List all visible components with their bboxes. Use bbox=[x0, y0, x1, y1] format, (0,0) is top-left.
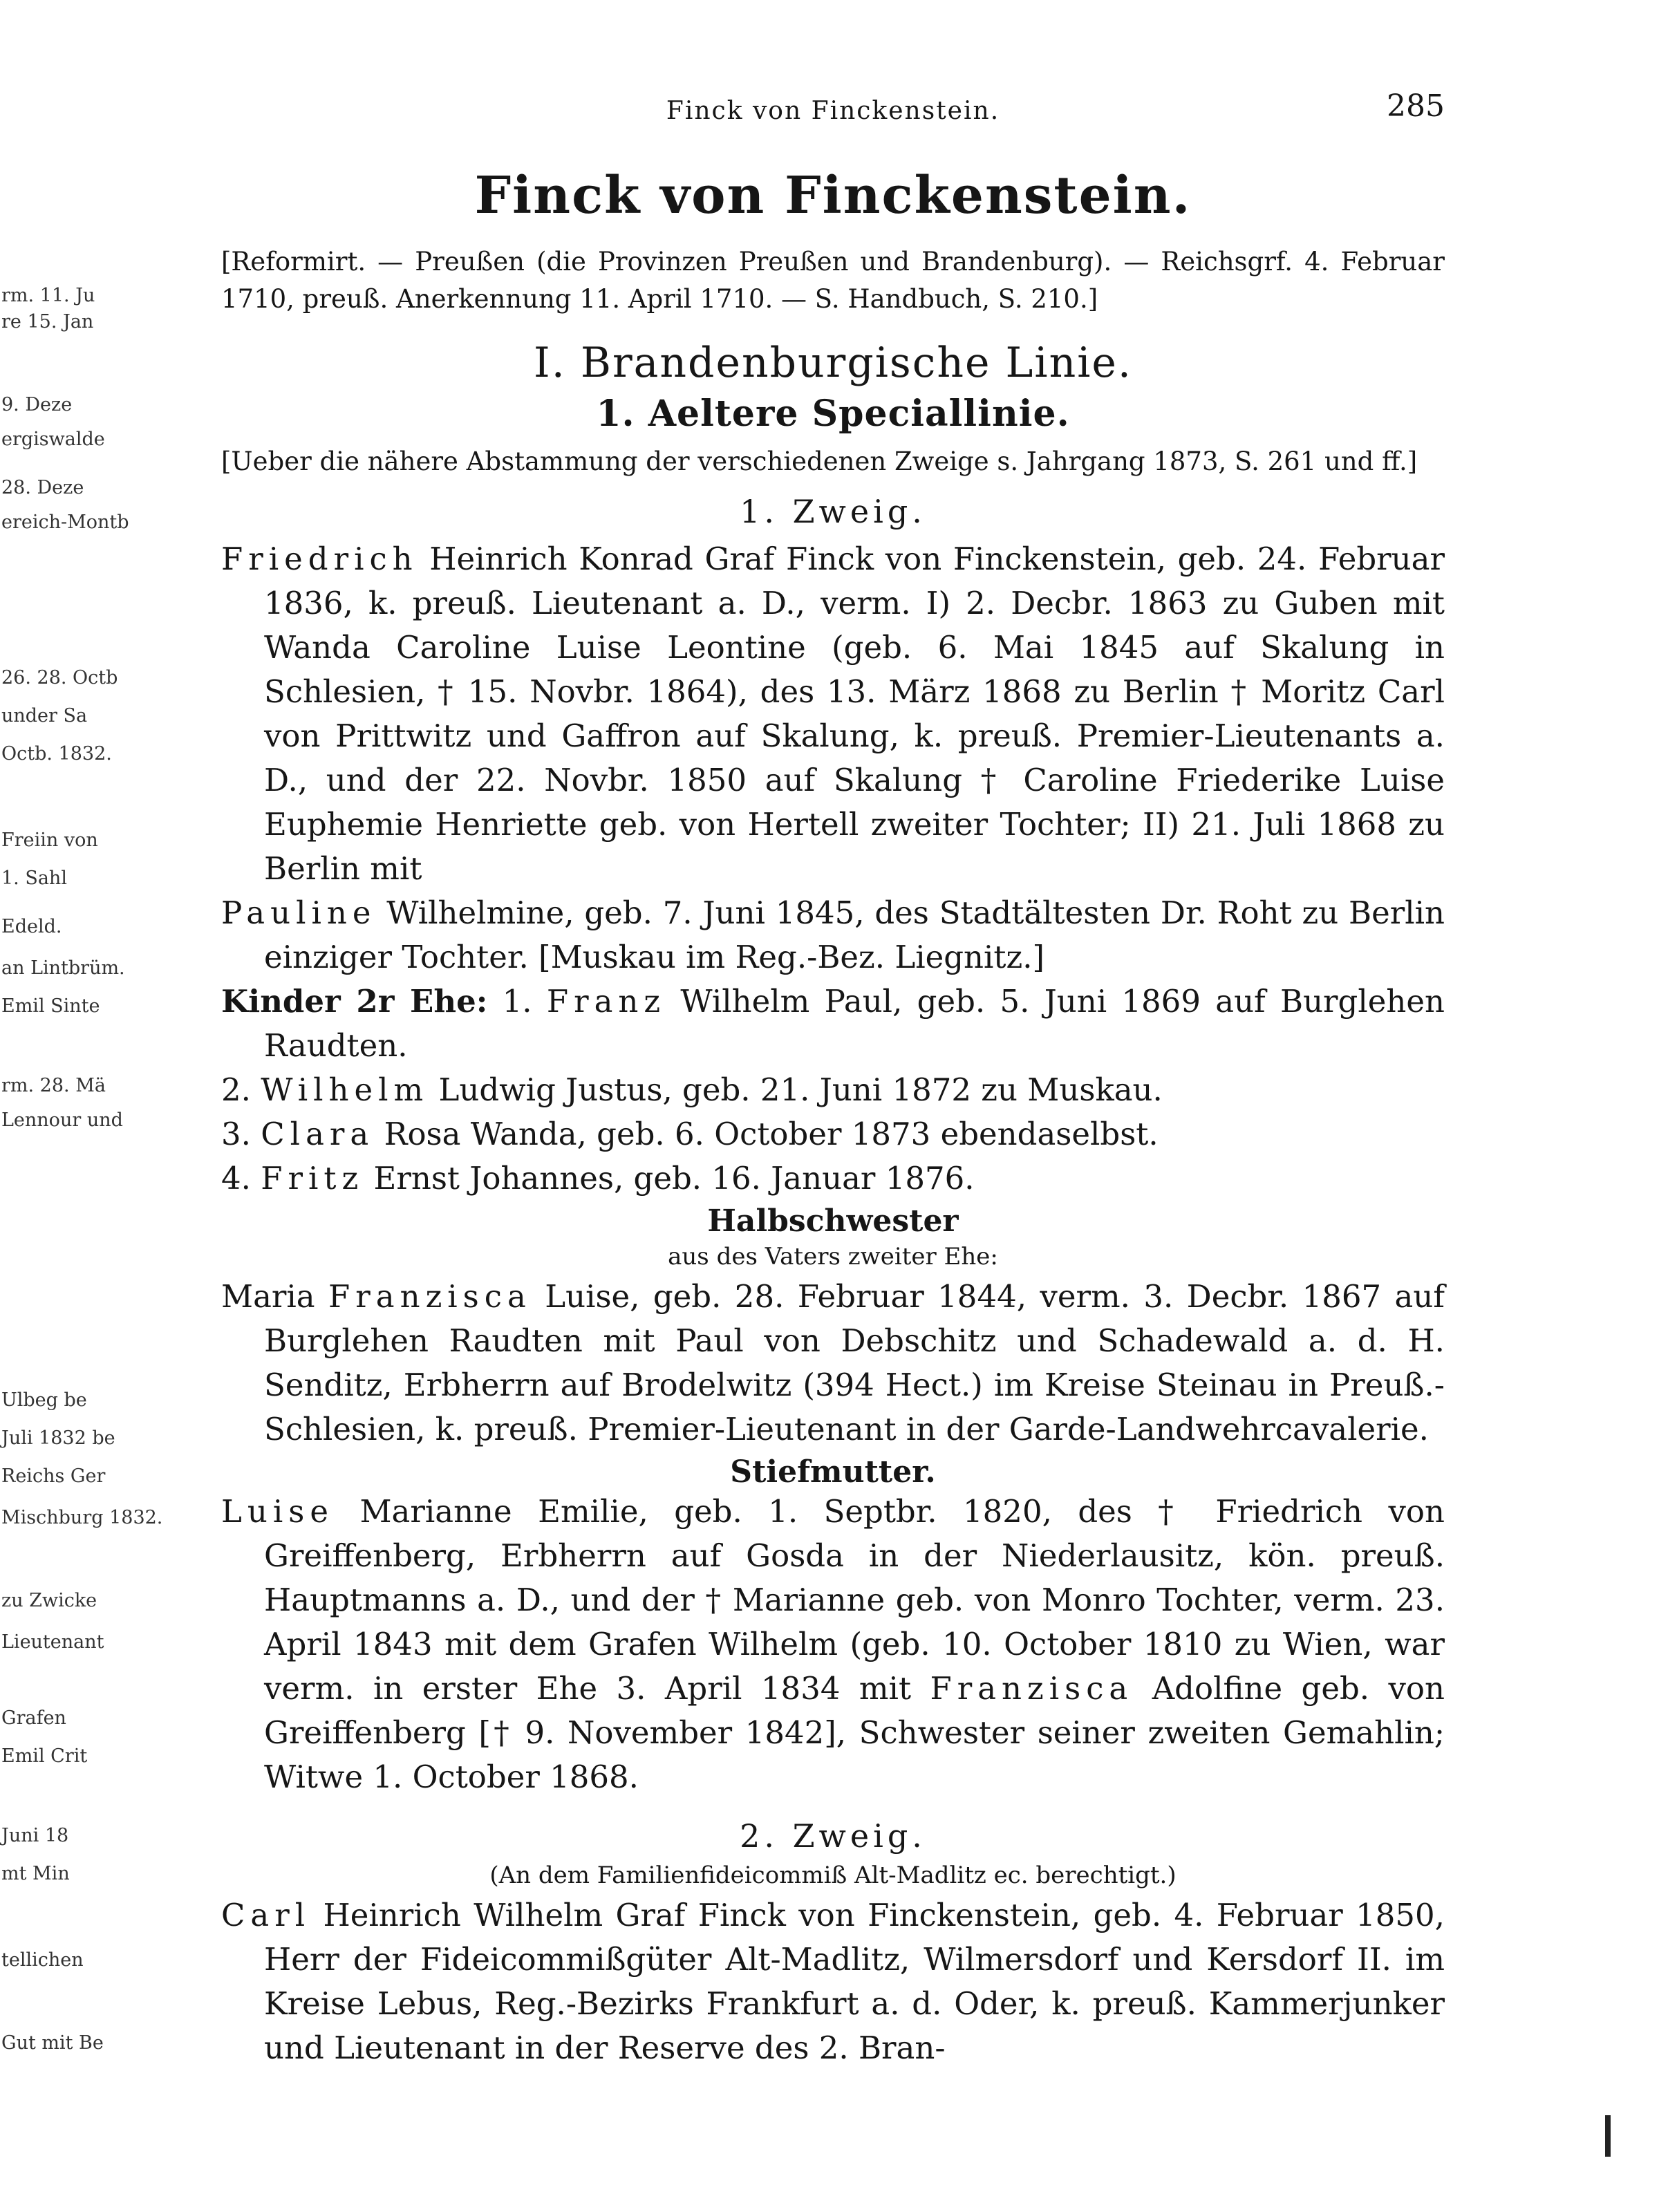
child-text: Ernst Johannes, geb. 16. Januar 1876. bbox=[373, 1160, 975, 1197]
stepmother-text-b: Adolfine geb. von Greiffenberg [† 9. November 1842], Schwester seiner zweiten Gemahlin; Witwe 1. October 1868. bbox=[264, 1670, 1445, 1795]
margin-fragment: zu Zwicke bbox=[1, 1590, 97, 1611]
left-margin-bleed bbox=[0, 0, 163, 2212]
margin-fragment: Juni 18 bbox=[1, 1825, 69, 1846]
margin-fragment: 28. Deze bbox=[1, 477, 84, 498]
half-sister-name: Franzisca bbox=[328, 1278, 532, 1315]
child-num: 2. bbox=[221, 1071, 251, 1108]
child-text: Rosa Wanda, geb. 6. October 1873 ebendaselbst. bbox=[384, 1116, 1159, 1152]
margin-fragment: Emil Crit bbox=[1, 1745, 88, 1767]
entry-head-zweig-1 bbox=[221, 537, 1445, 891]
zweig-2-heading: 2. Zweig. bbox=[740, 1817, 926, 1855]
child-name: Wilhelm bbox=[261, 1071, 429, 1108]
head-text: Heinrich Wilhelm Graf Finck von Finckenstein, geb. 4. Februar 1850, Herr der Fideicommißgüter Alt-Madlitz, Wilmersdorf und Kersdorf II. im Kreise Lebus, Reg.-Bezirks Frankfurt a. d. Oder, k. preuß. Kammerjunker und Lieutenant in der Reserve des 2. Bran- bbox=[264, 1897, 1445, 2066]
page-title: Finck von Finckenstein. bbox=[474, 166, 1192, 225]
margin-fragment: Gut mit Be bbox=[1, 2032, 104, 2054]
child-text: Ludwig Justus, geb. 21. Juni 1872 zu Muskau. bbox=[438, 1071, 1163, 1108]
entry-half-sister bbox=[221, 1275, 1445, 1452]
margin-fragment: 26. 28. Octb bbox=[1, 667, 118, 688]
half-sister-subheading: aus des Vaters zweiter Ehe: bbox=[668, 1243, 998, 1271]
child-num: 4. bbox=[221, 1160, 251, 1197]
children-label: Kinder 2r Ehe: bbox=[221, 983, 488, 1020]
margin-fragment: Ulbeg be bbox=[1, 1389, 87, 1411]
margin-fragment: tellichen bbox=[1, 1949, 84, 1971]
margin-fragment: rm. 28. Mä bbox=[1, 1075, 106, 1096]
margin-fragment: mt Min bbox=[1, 1863, 70, 1884]
margin-fragment: under Sa bbox=[1, 705, 88, 727]
running-title: Finck von Finckenstein. bbox=[666, 97, 1000, 125]
margin-fragment: ereich-Montb bbox=[1, 512, 129, 533]
stepmother-text-a: Marianne Emilie, geb. 1. Septbr. 1820, des † Friedrich von Greiffenberg, Erbherrn auf Gosda in der Niederlausitz, kön. preuß. Hauptmanns a. D., und der † Marianne geb. von Monro Tochter, verm. 23. April 1843 mit dem Grafen Wilhelm (geb. 10. October 1810 zu Wien, war verm. in erster Ehe 3. April 1834 mit bbox=[264, 1493, 1445, 1707]
entry-child-4 bbox=[221, 1156, 1445, 1201]
zweig-2-note: (An dem Familienfideicommiß Alt-Madlitz ec. berechtigt.) bbox=[489, 1862, 1177, 1889]
margin-fragment: Freiin von bbox=[1, 830, 98, 851]
margin-fragment: an Lintbrüm. bbox=[1, 957, 125, 979]
running-head bbox=[221, 83, 1445, 138]
half-sister-first: Maria bbox=[221, 1278, 315, 1315]
margin-fragment: 9. Deze bbox=[1, 394, 73, 415]
margin-fragment: Octb. 1832. bbox=[1, 743, 112, 765]
child-num: 1. bbox=[502, 983, 532, 1020]
entry-wife bbox=[221, 891, 1445, 980]
wife-name: Pauline bbox=[221, 894, 377, 931]
margin-fragment: Juli 1832 be bbox=[1, 1427, 115, 1449]
intro-note: [Reformirt. — Preußen (die Provinzen Preußen und Brandenburg). — Reichsgrf. 4. Februar 1710, preuß. Anerkennung 11. April 1710. — S. Handbuch, S. 210.] bbox=[221, 247, 1445, 314]
margin-fragment: Emil Sinte bbox=[1, 995, 100, 1017]
entry-child-2 bbox=[221, 1068, 1445, 1112]
child-name: Fritz bbox=[261, 1160, 364, 1197]
entry-child-1 bbox=[221, 980, 1445, 1068]
head-name: Friedrich bbox=[221, 541, 418, 577]
section-subheading: 1. Aeltere Speciallinie. bbox=[596, 393, 1070, 435]
head-text: Heinrich Konrad Graf Finck von Finckenstein, geb. 24. Februar 1836, k. preuß. Lieutenant a. D., verm. I) 2. Decbr. 1863 zu Guben mit Wanda Caroline Luise Leontine (geb. 6. Mai 1845 auf Skalung in Schlesien, † 15. Novbr. 1864), des 13. März 1868 zu Berlin † Moritz Carl von Prittwitz und Gaffron auf Skalung, k. preuß. Premier-Lieutenants a. D., und der 22. Novbr. 1850 auf Skalung † Caroline Friederike Luise Euphemie Henriette geb. von Hertell zweiter Tochter; II) 21. Juli 1868 zu Berlin mit bbox=[264, 541, 1445, 887]
stepmother-heading: Stiefmutter. bbox=[730, 1454, 936, 1490]
stepmother-spaced-name: Franzisca bbox=[930, 1670, 1134, 1707]
margin-fragment: Grafen bbox=[1, 1707, 66, 1729]
page-number: 285 bbox=[1387, 88, 1445, 124]
section-note: [Ueber die nähere Abstammung der verschiedenen Zweige s. Jahrgang 1873, S. 261 und ff.] bbox=[221, 447, 1418, 476]
child-name: Clara bbox=[261, 1116, 375, 1152]
stepmother-name: Luise bbox=[221, 1493, 334, 1530]
entry-head-zweig-2 bbox=[221, 1893, 1445, 2070]
margin-fragment: 1. Sahl bbox=[1, 868, 67, 889]
head-name: Carl bbox=[221, 1897, 311, 1933]
half-sister-text: Luise, geb. 28. Februar 1844, verm. 3. Decbr. 1867 auf Burglehen Raudten mit Paul von Debschitz und Schadewald a. d. H. Senditz, Erbherrn auf Brodelwitz (394 Hect.) im Kreise Steinau in Preuß.-Schlesien, k. preuß. Premier-Lieutenant in der Garde-Landwehrcavalerie. bbox=[264, 1278, 1445, 1447]
child-text: Wilhelm Paul, geb. 5. Juni 1869 auf Burglehen Raudten. bbox=[264, 983, 1445, 1064]
margin-fragment: re 15. Jan bbox=[1, 311, 94, 332]
entry-stepmother bbox=[221, 1490, 1445, 1799]
margin-fragment: ergiswalde bbox=[1, 429, 105, 450]
zweig-1-heading: 1. Zweig. bbox=[740, 493, 926, 530]
margin-fragment: Lennour und bbox=[1, 1109, 123, 1131]
half-sister-heading: Halbschwester bbox=[707, 1203, 959, 1239]
section-heading: I. Brandenburgische Linie. bbox=[534, 339, 1132, 387]
margin-fragment: Lieutenant bbox=[1, 1631, 104, 1653]
margin-fragment: Mischburg 1832. bbox=[1, 1507, 163, 1528]
margin-fragment: rm. 11. Ju bbox=[1, 285, 95, 306]
child-num: 3. bbox=[221, 1116, 251, 1152]
scan-mark bbox=[1605, 2115, 1611, 2157]
page-body bbox=[221, 83, 1445, 2070]
margin-fragment: Reichs Ger bbox=[1, 1465, 106, 1487]
margin-fragment: Edeld. bbox=[1, 916, 62, 937]
entry-child-3 bbox=[221, 1112, 1445, 1156]
wife-text: Wilhelmine, geb. 7. Juni 1845, des Stadtältesten Dr. Roht zu Berlin einziger Tochter. [Muskau im Reg.-Bez. Liegnitz.] bbox=[264, 894, 1445, 975]
child-name: Franz bbox=[546, 983, 666, 1020]
